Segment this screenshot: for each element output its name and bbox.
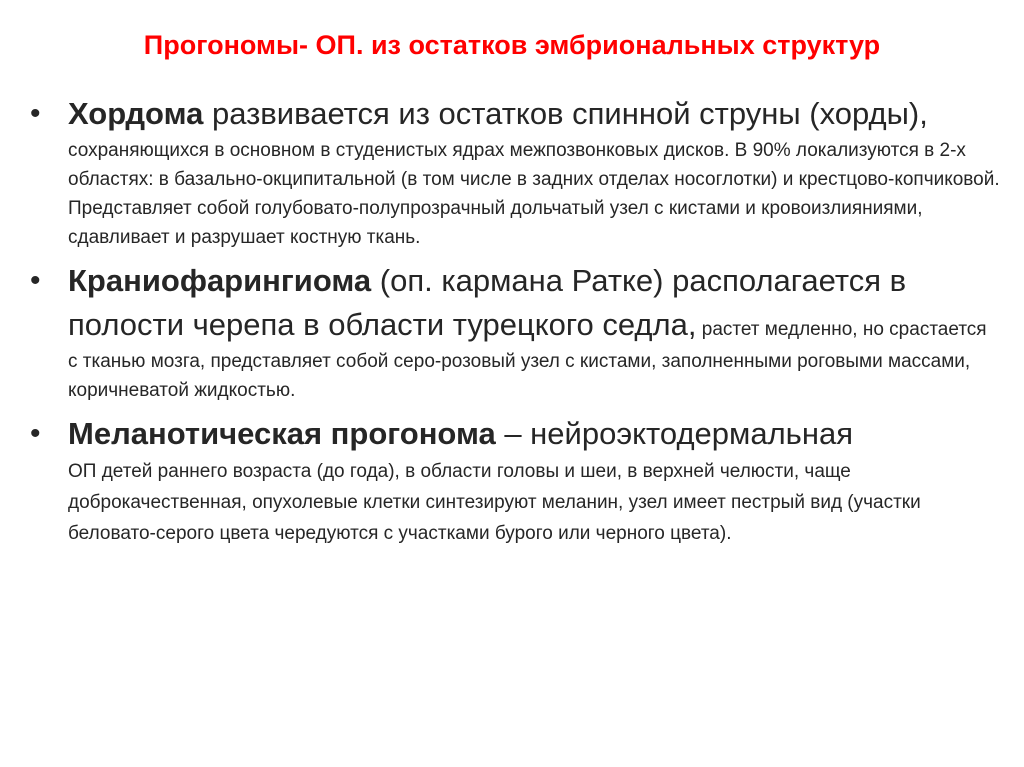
item-heading (68, 96, 928, 131)
item-term: Хордома (68, 96, 204, 131)
bullet-dot: • (30, 97, 41, 130)
bullet-item-chordoma (30, 92, 1000, 252)
item-lead: развивается из остатков спинной струны (хорды), (203, 96, 928, 131)
bullet-item-melanotic-progonoma (30, 412, 1000, 549)
bullet-dot: • (30, 417, 41, 450)
item-term: Краниофарингиома (68, 263, 372, 298)
item-heading (68, 416, 853, 451)
page-title: Прогономы- ОП. из остатков эмбриональных структур (143, 30, 881, 60)
item-lead: – нейроэктодермальная (495, 416, 853, 451)
item-lead: (оп. кармана Ратке) располагается в полости черепа в области турецкого седла, (68, 263, 907, 342)
bullet-dot: • (30, 264, 41, 297)
bullet-item-craniopharyngioma (30, 259, 1000, 405)
bullet-list (30, 92, 1000, 556)
item-description: ОП детей раннего возраста (до года), в области головы и шеи, в верхней челюсти, чаще доброкачественная, опухолевые клетки синтезируют меланин, узел имеет пестрый вид (участки беловато-серого цвета чередуются с участками бурого или черного цвета). (68, 461, 921, 544)
item-description: растет медленно, но срастается с тканью мозга, представляет собой серо-розовый узел с кистами, заполненными роговыми массами, коричневатой жидкостью. (68, 319, 987, 401)
item-description: сохраняющихся в основном в студенистых ядрах межпозвонковых дисков. В 90% локализуются в 2-х областях: в базально-окципитальной (в том числе в задних отделах носоглотки) и крестцово-копчиковой. Представляет собой голубовато-полупрозрачный дольчатый узел с кистами и кровоизлияниями, сдавливает и разрушает костную ткань. (68, 140, 1000, 248)
item-term: Меланотическая прогонома (68, 416, 496, 451)
